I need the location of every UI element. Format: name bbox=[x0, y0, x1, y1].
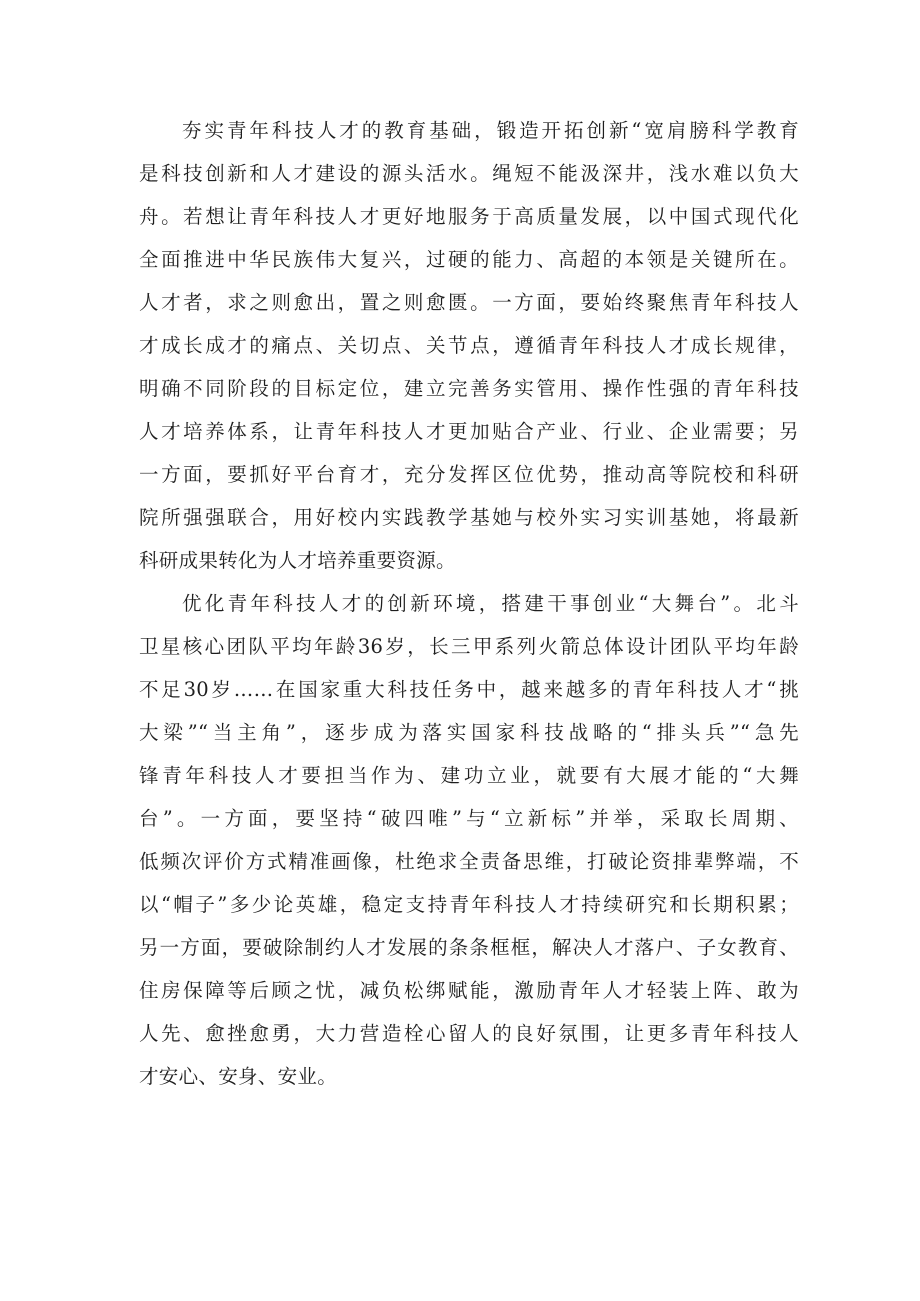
paragraph-line: 明确不同阶段的目标定位，建立完善务实管用、操作性强的青年科技 bbox=[139, 377, 799, 400]
paragraph-line: 是科技创新和人才建设的源头活水。绳短不能汲深井，浅水难以负大 bbox=[139, 162, 799, 185]
paragraph-line: 院所强强联合，用好校内实践教学基她与校外实习实训基她，将最新 bbox=[139, 506, 799, 529]
paragraph-line: 卫星核心团队平均年龄36岁，长三甲系列火箭总体设计团队平均年龄 bbox=[139, 635, 799, 658]
paragraph-line: 住房保障等后顾之忧，减负松绑赋能，激励青年人才轻装上阵、敢为 bbox=[139, 979, 799, 1002]
paragraph-line: 优化青年科技人才的创新环境，搭建干事创业“大舞台”。北斗 bbox=[182, 592, 799, 615]
paragraph-line: 另一方面，要破除制约人才发展的条条框框，解决人才落户、子女教育、 bbox=[139, 936, 799, 959]
paragraph-line: 不足30岁……在国家重大科技任务中，越来越多的青年科技人才“挑 bbox=[139, 678, 799, 701]
paragraph-line: 人才培养体系，让青年科技人才更加贴合产业、行业、企业需要；另 bbox=[139, 420, 799, 443]
paragraph-line: 舟。若想让青年科技人才更好地服务于高质量发展，以中国式现代化 bbox=[139, 205, 799, 228]
paragraph-line: 夯实青年科技人才的教育基础，锻造开拓创新“宽肩膀科学教育 bbox=[182, 119, 799, 142]
paragraph-line: 才安心、安身、安业。 bbox=[139, 1065, 338, 1088]
paragraph-line: 锋青年科技人才要担当作为、建功立业，就要有大展才能的“大舞 bbox=[139, 764, 799, 787]
paragraph-line: 大梁”“当主角”，逐步成为落实国家科技战略的“排头兵”“急先 bbox=[139, 721, 799, 744]
paragraph-line: 人先、愈挫愈勇，大力营造栓心留人的良好氛围，让更多青年科技人 bbox=[139, 1022, 799, 1045]
paragraph-line: 以“帽子”多少论英雄，稳定支持青年科技人才持续研究和长期积累； bbox=[139, 893, 799, 916]
paragraph-line: 一方面，要抓好平台育才，充分发挥区位优势，推动高等院校和科研 bbox=[139, 463, 799, 486]
paragraph-line: 台”。一方面，要坚持“破四唯”与“立新标”并举，采取长周期、 bbox=[139, 807, 799, 830]
paragraph-line: 科研成果转化为人才培养重要资源。 bbox=[139, 549, 456, 572]
paragraph-line: 人才者，求之则愈出，置之则愈匮。一方面，要始终聚焦青年科技人 bbox=[139, 291, 799, 314]
paragraph-line: 才成长成才的痛点、关切点、关节点，遵循青年科技人才成长规律， bbox=[139, 334, 799, 357]
paragraph-line: 低频次评价方式精准画像，杜绝求全责备思维，打破论资排辈弊端，不 bbox=[139, 850, 799, 873]
paragraph-line: 全面推进中华民族伟大复兴，过硬的能力、高超的本领是关键所在。 bbox=[139, 248, 799, 271]
